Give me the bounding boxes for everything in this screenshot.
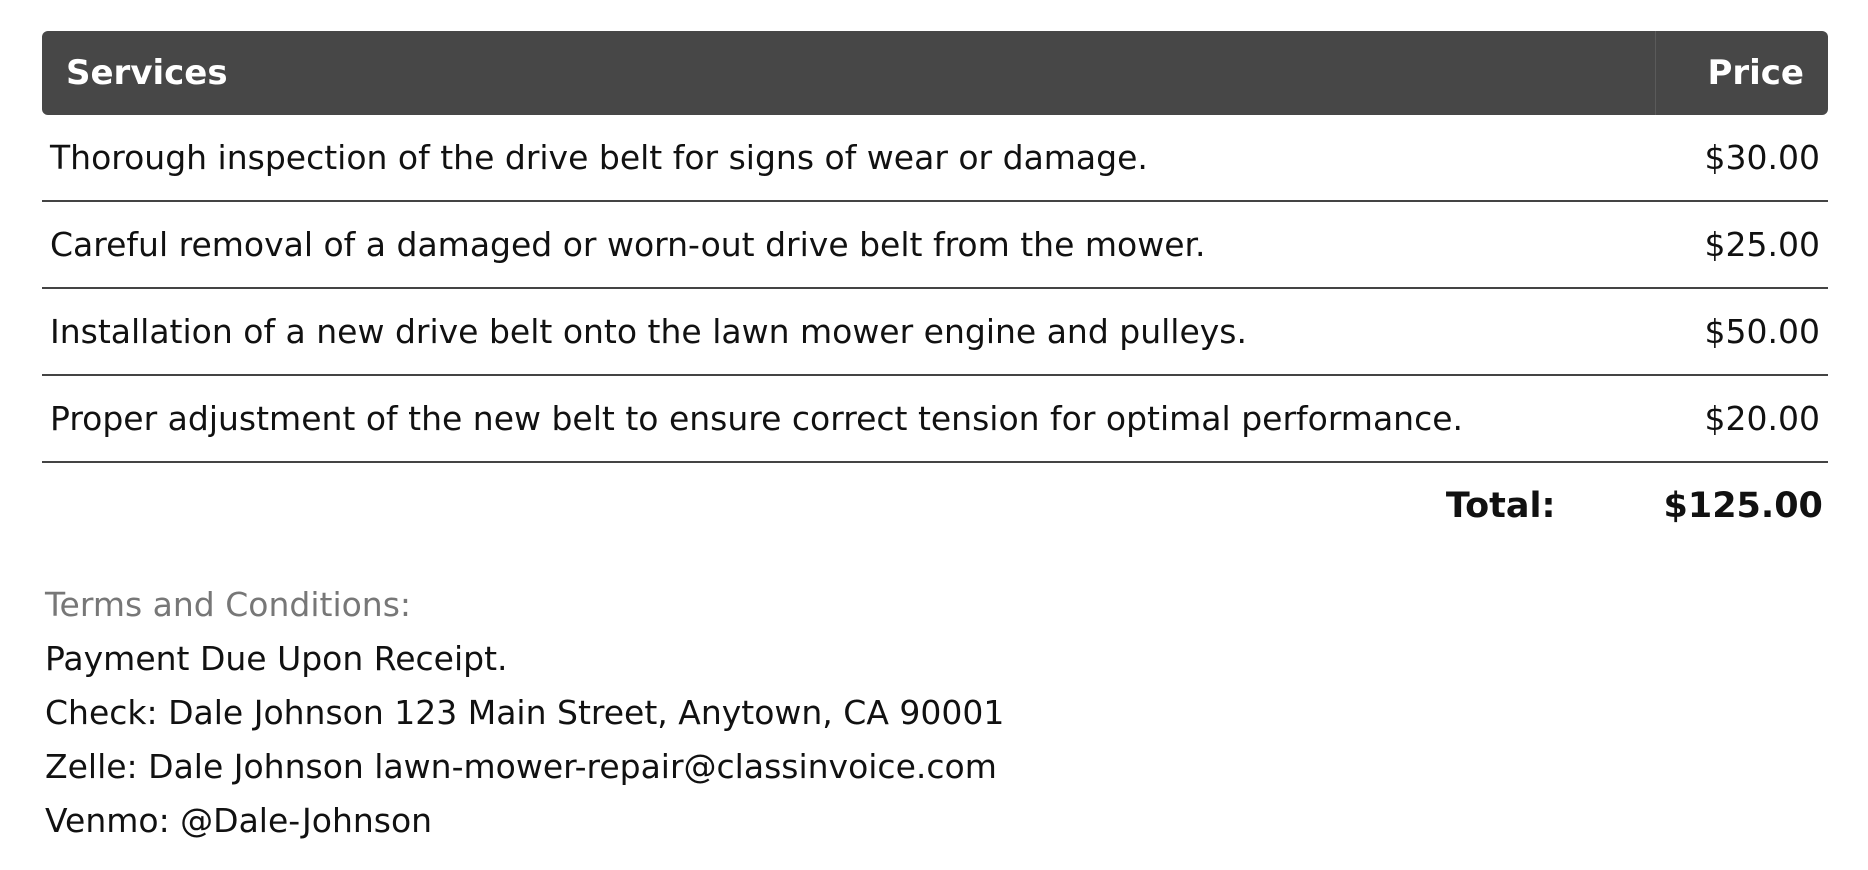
total-row — [42, 462, 1828, 549]
service-description: Installation of a new drive belt onto the lawn mower engine and pulleys. — [42, 288, 1656, 375]
services-table-body — [42, 115, 1828, 549]
total-value: $125.00 — [1663, 486, 1823, 526]
table-row — [42, 115, 1828, 201]
table-row — [42, 201, 1828, 288]
services-column-header: Services — [42, 31, 1656, 115]
terms-line-zelle: Zelle: Dale Johnson lawn-mower-repair@classinvoice.com — [45, 747, 997, 786]
service-price: $25.00 — [1656, 201, 1829, 288]
service-description: Thorough inspection of the drive belt for signs of wear or damage. — [42, 115, 1656, 201]
terms-section — [45, 578, 1004, 848]
terms-line-venmo: Venmo: @Dale-Johnson — [45, 801, 433, 840]
service-description: Proper adjustment of the new belt to ensure correct tension for optimal performance. — [42, 375, 1656, 462]
service-price: $20.00 — [1656, 375, 1829, 462]
service-price: $30.00 — [1656, 115, 1829, 201]
service-description: Careful removal of a damaged or worn-out drive belt from the mower. — [42, 201, 1656, 288]
services-table-header — [42, 31, 1828, 115]
total-label: Total: — [1445, 486, 1556, 526]
table-row — [42, 375, 1828, 462]
price-column-header: Price — [1656, 31, 1829, 115]
terms-line-payment-due: Payment Due Upon Receipt. — [45, 639, 508, 678]
services-table — [42, 31, 1828, 549]
table-row — [42, 288, 1828, 375]
header-row — [42, 31, 1828, 115]
terms-line-check: Check: Dale Johnson 123 Main Street, Anytown, CA 90001 — [45, 693, 1005, 732]
service-price: $50.00 — [1656, 288, 1829, 375]
terms-title: Terms and Conditions: — [45, 585, 412, 624]
